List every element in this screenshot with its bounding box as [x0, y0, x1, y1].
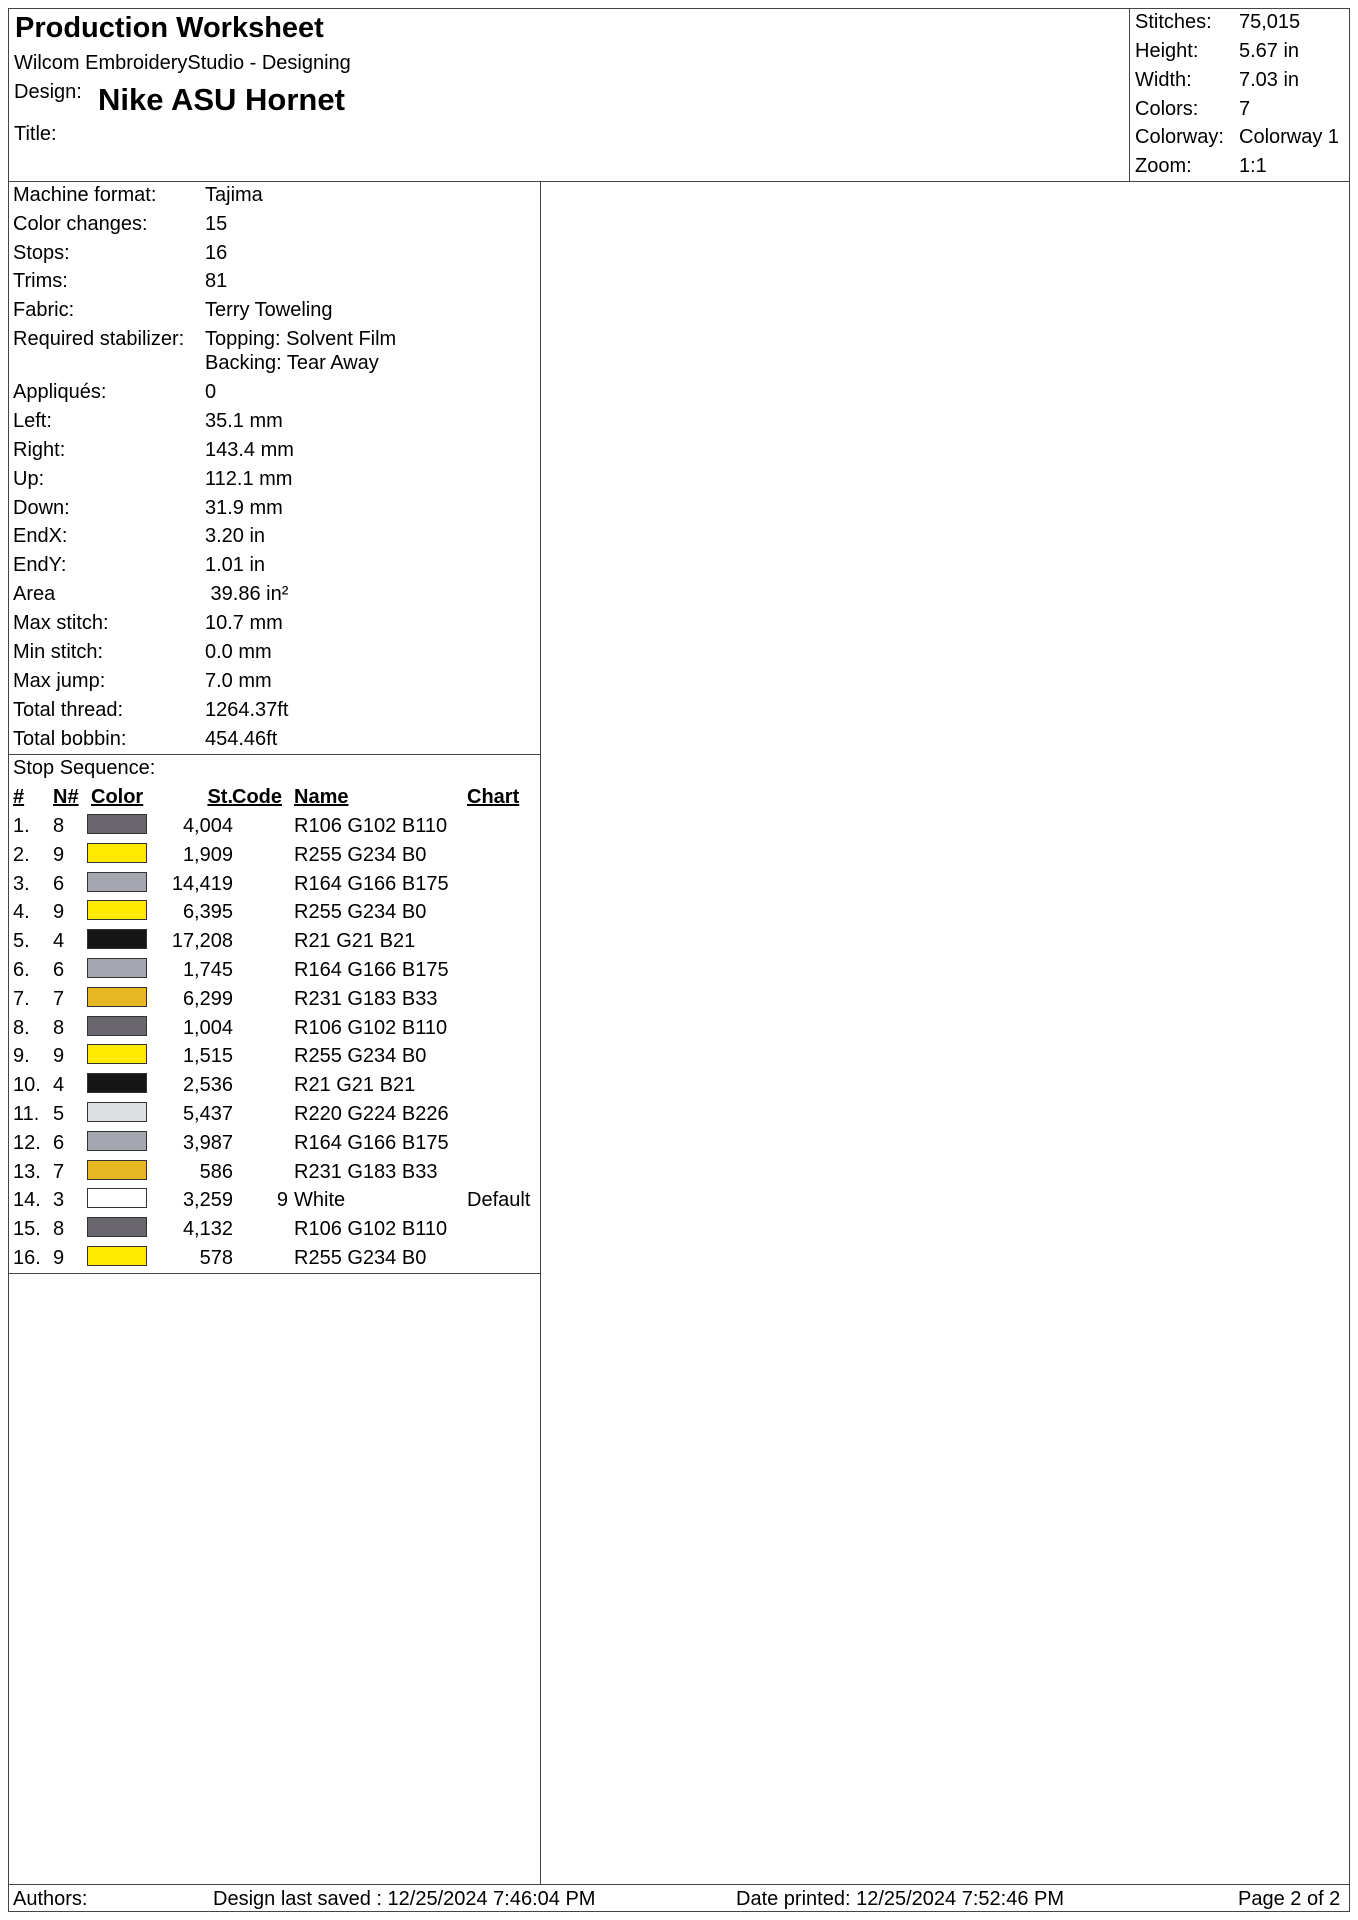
stitch-count: 17,208 [171, 930, 233, 953]
detail-value: 0.0 mm [205, 641, 272, 663]
detail-label: Left: [13, 410, 52, 432]
needle-number: 7 [53, 1160, 65, 1183]
detail-value: 143.4 mm [205, 439, 294, 461]
details-divider [8, 754, 540, 755]
detail-value: 1.01 in [205, 554, 266, 576]
stop-number: 10. [13, 1074, 41, 1097]
col-stitches-header: St. [207, 786, 233, 808]
detail-label: Min stitch: [13, 641, 104, 663]
stop-number: 16. [13, 1247, 41, 1269]
thread-name: R255 G234 B0 [294, 901, 427, 924]
color-swatch [87, 1131, 147, 1151]
column-divider [540, 181, 541, 1884]
col-name-header: Name [294, 786, 349, 808]
stitch-count: 2,536 [182, 1074, 233, 1097]
needle-number: 9 [53, 843, 65, 866]
stop-number: 11. [13, 1103, 40, 1125]
design-name: Nike ASU Hornet [98, 82, 345, 117]
summary-divider [1129, 8, 1130, 181]
design-label: Design: [14, 81, 82, 103]
software-name: Wilcom EmbroideryStudio - Designing [14, 52, 351, 74]
col-num-header: # [13, 786, 25, 808]
needle-number: 7 [53, 987, 65, 1010]
summary-label: Colors: [1135, 98, 1199, 120]
col-chart-header: Chart [467, 786, 520, 808]
color-swatch [87, 1016, 147, 1036]
detail-value: 3.20 in [205, 525, 266, 547]
stop-number: 15. [13, 1218, 41, 1241]
detail-value: Terry Toweling [205, 299, 333, 321]
color-swatch [87, 987, 147, 1007]
detail-label: Area [13, 583, 56, 605]
needle-number: 3 [53, 1189, 65, 1212]
stitch-count: 14,419 [171, 872, 233, 895]
color-swatch [87, 1188, 147, 1208]
stitch-count: 6,299 [182, 987, 233, 1010]
thread-name: R231 G183 B33 [294, 1160, 438, 1183]
detail-label: Total bobbin: [13, 728, 127, 750]
detail-value: 15 [205, 213, 228, 235]
detail-label: Right: [13, 439, 66, 461]
stop-sequence-label: Stop Sequence: [13, 757, 156, 779]
summary-label: Width: [1135, 69, 1192, 91]
stop-number: 8. [13, 1016, 30, 1039]
thread-name: R21 G21 B21 [294, 1074, 416, 1097]
thread-name: R164 G166 B175 [294, 959, 449, 981]
thread-name: R255 G234 B0 [294, 843, 427, 866]
stitch-count: 3,987 [182, 1131, 233, 1154]
stops-bottom-divider [8, 1273, 540, 1274]
col-needle-header: N# [53, 786, 79, 808]
detail-value: 10.7 mm [205, 612, 283, 634]
color-swatch [87, 814, 147, 834]
stop-number: 5. [13, 930, 30, 953]
stop-number: 2. [13, 843, 30, 866]
detail-label: EndY: [13, 554, 67, 576]
needle-number: 8 [53, 1218, 65, 1241]
detail-value-2: Backing: Tear Away [205, 352, 379, 374]
detail-label: Color changes: [13, 213, 148, 235]
stop-number: 9. [13, 1045, 30, 1068]
footer-authors: Authors: [13, 1888, 88, 1910]
color-swatch [87, 1246, 147, 1266]
thread-name: R231 G183 B33 [294, 987, 438, 1010]
thread-name: R164 G166 B175 [294, 872, 449, 895]
thread-name: R106 G102 B110 [294, 1218, 448, 1241]
footer-divider [8, 1884, 1350, 1885]
detail-label: Appliqués: [13, 381, 107, 403]
color-swatch [87, 1044, 147, 1064]
needle-number: 6 [53, 959, 65, 981]
needle-number: 4 [53, 1074, 65, 1097]
footer-last-saved: Design last saved : 12/25/2024 7:46:04 PM [213, 1888, 596, 1910]
color-swatch [87, 1217, 147, 1237]
stop-number: 3. [13, 872, 30, 895]
detail-value: 0 [205, 381, 217, 403]
detail-label: Total thread: [13, 699, 124, 721]
color-swatch [87, 872, 147, 892]
summary-value: Colorway 1 [1239, 126, 1340, 148]
needle-number: 6 [53, 1131, 65, 1154]
color-swatch [87, 1073, 147, 1093]
summary-label: Colorway: [1135, 126, 1224, 148]
stitch-count: 4,132 [182, 1218, 233, 1241]
detail-value: 1264.37ft [205, 699, 289, 721]
needle-number: 5 [53, 1103, 65, 1125]
col-color-header: Color [91, 786, 144, 808]
summary-value: 75,015 [1239, 11, 1301, 33]
color-swatch [87, 900, 147, 920]
color-swatch [87, 929, 147, 949]
detail-value: 35.1 mm [205, 410, 283, 432]
needle-number: 8 [53, 1016, 65, 1039]
stitch-count: 586 [199, 1160, 233, 1183]
needle-number: 9 [53, 901, 65, 924]
detail-label: Max jump: [13, 670, 106, 692]
thread-name: R106 G102 B110 [294, 1016, 448, 1039]
footer-page-number: Page 2 of 2 [1238, 1888, 1341, 1910]
title-label: Title: [14, 123, 57, 145]
stitch-count: 1,515 [182, 1045, 233, 1068]
needle-number: 8 [53, 815, 65, 837]
thread-name: R220 G224 B226 [294, 1103, 449, 1125]
summary-label: Stitches: [1135, 11, 1212, 33]
thread-name: R21 G21 B21 [294, 930, 416, 953]
stitch-count: 5,437 [182, 1103, 233, 1125]
detail-value: 81 [205, 270, 228, 292]
thread-chart: Default [467, 1189, 531, 1212]
detail-label: Fabric: [13, 299, 75, 321]
header-divider [8, 181, 1350, 182]
detail-value: 16 [205, 242, 228, 264]
needle-number: 9 [53, 1247, 65, 1269]
stitch-count: 3,259 [182, 1189, 233, 1212]
summary-value: 7 [1239, 98, 1251, 120]
needle-number: 4 [53, 930, 65, 953]
color-swatch [87, 843, 147, 863]
detail-value: 31.9 mm [205, 497, 283, 519]
summary-label: Height: [1135, 40, 1199, 62]
stitch-count: 6,395 [182, 901, 233, 924]
detail-label: Trims: [13, 270, 68, 292]
detail-value: Tajima [205, 184, 263, 206]
stop-number: 14. [13, 1189, 41, 1212]
stitch-count: 1,745 [182, 959, 233, 981]
detail-label: Down: [13, 497, 70, 519]
summary-value: 5.67 in [1239, 40, 1300, 62]
stop-number: 1. [13, 815, 30, 837]
stop-number: 12. [13, 1131, 41, 1154]
thread-name: R106 G102 B110 [294, 815, 448, 837]
needle-number: 9 [53, 1045, 65, 1068]
detail-label: EndX: [13, 525, 68, 547]
stop-number: 13. [13, 1160, 41, 1183]
thread-name: R255 G234 B0 [294, 1247, 427, 1269]
page-title: Production Worksheet [15, 12, 324, 44]
detail-value: 39.86 in² [205, 583, 289, 605]
thread-name: R255 G234 B0 [294, 1045, 427, 1068]
stop-number: 6. [13, 959, 30, 981]
thread-code: 9 [276, 1189, 288, 1212]
summary-label: Zoom: [1135, 155, 1192, 177]
color-swatch [87, 958, 147, 978]
thread-name: R164 G166 B175 [294, 1131, 449, 1154]
detail-label: Up: [13, 468, 45, 490]
detail-label: Required stabilizer: [13, 328, 185, 350]
detail-label: Machine format: [13, 184, 157, 206]
stitch-count: 578 [199, 1247, 233, 1269]
stitch-count: 1,909 [182, 843, 233, 866]
stitch-count: 1,004 [182, 1016, 233, 1039]
stop-number: 4. [13, 901, 30, 924]
needle-number: 6 [53, 872, 65, 895]
detail-label: Stops: [13, 242, 70, 264]
detail-label: Max stitch: [13, 612, 109, 634]
summary-value: 7.03 in [1239, 69, 1300, 91]
detail-value: 454.46ft [205, 728, 278, 750]
detail-value: 112.1 mm [205, 468, 293, 490]
thread-name: White [294, 1189, 346, 1212]
detail-value: 7.0 mm [205, 670, 272, 692]
summary-value: 1:1 [1239, 155, 1267, 177]
stop-number: 7. [13, 987, 30, 1010]
detail-value: Topping: Solvent Film [205, 328, 397, 350]
stitch-count: 4,004 [182, 815, 233, 837]
footer-date-printed: Date printed: 12/25/2024 7:52:46 PM [736, 1888, 1065, 1910]
color-swatch [87, 1102, 147, 1122]
col-code-header: Code [232, 786, 282, 808]
color-swatch [87, 1160, 147, 1180]
